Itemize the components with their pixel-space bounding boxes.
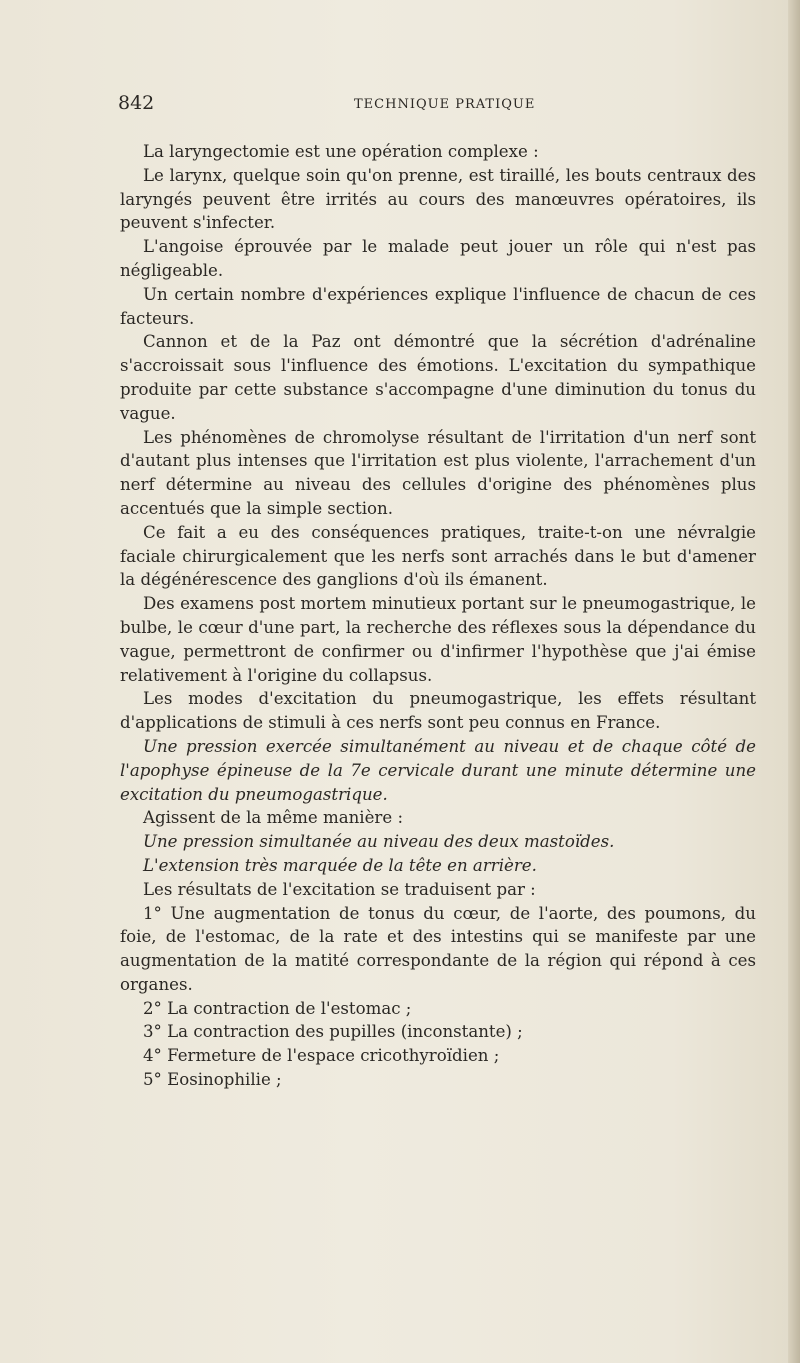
paragraph: Agissent de la même manière : — [143, 808, 404, 828]
paragraph: Les résultats de l'excitation se traduisent par : — [143, 879, 536, 899]
list-item: 5° Eosinophilie ; — [143, 1070, 282, 1090]
page-header — [118, 92, 756, 118]
paragraph: Ce fait a eu des conséquences pratiques, traite-t-on une névralgie faciale chirurgicalement que les nerfs sont arrachés dans le but d'amener la dégénérescence des ganglions d'où ils émanent. — [120, 522, 756, 590]
list-item: 4° Fermeture de l'espace cricothyroïdien ; — [143, 1046, 500, 1066]
paragraph: Cannon et de la Paz ont démontré que la sécrétion d'adrénaline s'accroissait sous l'influence des émotions. L'excitation du sympathique produite par cette substance s'accompagne d'une diminution du tonus du vague. — [120, 332, 756, 423]
page-number: 842 — [118, 92, 155, 114]
running-title: TECHNIQUE PRATIQUE — [354, 97, 536, 112]
paragraph: L'angoise éprouvée par le malade peut jouer un rôle qui n'est pas négligeable. — [120, 237, 756, 280]
list-item: 2° La contraction de l'estomac ; — [143, 998, 412, 1018]
paragraph: Le larynx, quelque soin qu'on prenne, est tiraillé, les bouts centraux des laryngés peuvent être irrités au cours des manœuvres opératoires, ils peuvent s'infecter. — [120, 165, 756, 233]
list-item: 1° Une augmentation de tonus du cœur, de l'aorte, des poumons, du foie, de l'estomac, de la rate et des intestins qui se manifeste par une augmentation de la matité correspondante de la région qui répond à ces organes. — [120, 903, 756, 994]
italic-paragraph: Une pression simultanée au niveau des deux mastoïdes. — [143, 832, 615, 852]
italic-paragraph: Une pression exercée simultanément au niveau et de chaque côté de l'apophyse épineuse de la 7e cervicale durant une minute détermine une excitation du pneumogastrique. — [120, 736, 756, 804]
body-text — [120, 140, 756, 1092]
paragraph: Les phénomènes de chromolyse résultant de l'irritation d'un nerf sont d'autant plus intenses que l'irritation est plus violente, l'arrachement d'un nerf détermine au niveau des cellules d'origine des phénomènes plus accentués que la simple section. — [120, 427, 756, 518]
list-item: 3° La contraction des pupilles (inconstante) ; — [143, 1022, 523, 1042]
paragraph: Un certain nombre d'expériences explique l'influence de chacun de ces facteurs. — [120, 284, 756, 328]
italic-paragraph: L'extension très marquée de la tête en arrière. — [143, 855, 537, 875]
paragraph: Les modes d'excitation du pneumogastrique, les effets résultant d'applications de stimuli à ces nerfs sont peu connus en France. — [120, 689, 756, 733]
paragraph: Des examens post mortem minutieux portant sur le pneumogastrique, le bulbe, le cœur d'une part, la recherche des réflexes sous la dépendance du vague, permettront de confirmer ou d'infirmer l'hypothèse que j'ai émise relativement à l'origine du collapsus. — [120, 594, 756, 685]
page-edge — [788, 0, 800, 1363]
paragraph: La laryngectomie est une opération complexe : — [143, 142, 539, 161]
